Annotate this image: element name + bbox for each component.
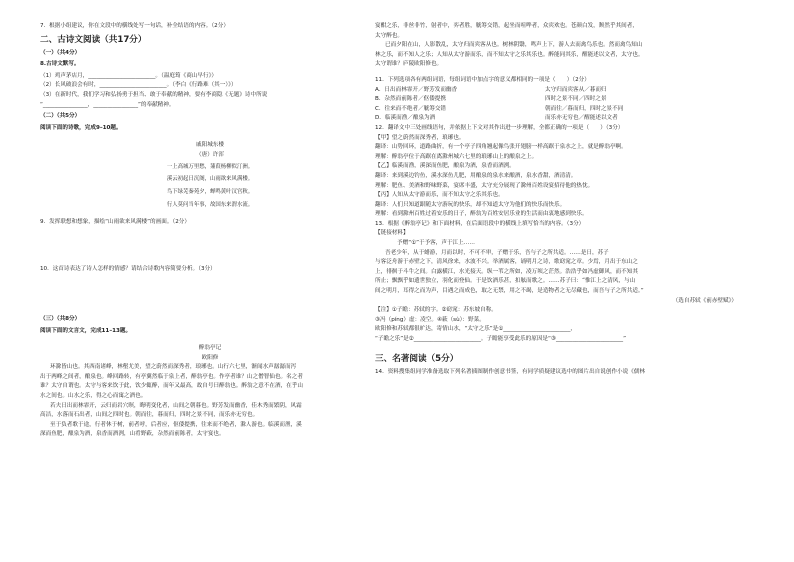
note: 【注】①子瞻：苏轼的字。②窈窕：苏东坡自称。 — [375, 307, 497, 314]
q12-line: 翻译：山势回环，道路曲折，有一个亭子四角翘起像鸟张开翅膀一样高踞于泉水之上，就是醉翁亭啊。 — [375, 144, 627, 151]
question-7: 7．根据小组建议，你在文段中的横线处写一句话，补全结语的内容。（2分） — [40, 23, 229, 29]
poem-author: （唐）许浑 — [196, 151, 224, 158]
essay-line: 环滁皆山也。其西南诸峰，林壑尤美，望之蔚然而深秀者，琅琊也。山行六七里，渐闻水声潺潺而泻 — [50, 364, 297, 371]
question-12-body — [375, 134, 737, 240]
essay-author: 欧阳修 — [201, 354, 219, 361]
essay-line: 深而鱼肥，酿泉为酒，泉香而酒洌，山肴野蔌，杂然而前陈者，太守宴也。 — [40, 431, 225, 438]
essay-line: 林之乐，而不知人之乐；人知从太守游而乐，而不知太守之乐其乐也。醉能同其乐，醒能述以文者，太守也。 — [375, 51, 644, 58]
question-8-3: （3）在新时代，我们学习和弘扬勇于担当、敢于奉献的精神，要有李商隐《无题》诗中所说 — [40, 91, 268, 98]
option-b: B．杂然而前陈者／伛偻提携 四时之景不同／四时之景 — [375, 96, 607, 103]
question-13-blank-2: “子瞻之乐”是②________________________。子瞻能享受此乐的原因是“③________________________” — [375, 336, 626, 342]
essay-line: 高洁，水落而石出者，山间之四时也。朝而往，暮而归，四时之景不同，而乐亦无穷也。 — [40, 412, 259, 419]
link-line: 上，徘徊于斗牛之间。白露横江，水光接天。纵一苇之所如，凌万顷之茫然。浩浩乎如冯虚御风，而不知其 — [375, 268, 638, 275]
question-13-blank-1: 欧阳修和苏轼都很旷达，寄情山水，“太守之乐”是①________________________， — [375, 326, 576, 333]
link-line: 所止；飘飘乎如遗世独立，羽化而登仙。于是饮酒乐甚，扣舷而歌之。……苏子曰：“惟江上之清风，与山 — [375, 278, 636, 285]
question-8-3-blank: “________________，________________”的奉献精神。 — [40, 101, 175, 108]
link-line: 与客泛舟游于赤壁之下，清风徐来，水波不兴。举酒属客，诵明月之诗，歌窈窕之章。少焉，月出于东山之 — [375, 259, 638, 266]
left-column — [40, 22, 380, 440]
q12-line: 理解：肥鱼、美酒和野味野菜，宴席丰盛，太守充分展现了滁州百姓设宴招待他的热忱。 — [375, 182, 594, 189]
question-9: 9．发挥联想和想象，描绘“山雨欲来风满楼”的画面。（2分） — [40, 218, 190, 225]
link-material-body — [375, 249, 737, 297]
link-source: （选自苏轼《前赤壁赋》） — [672, 297, 737, 304]
essay-line: 太守谓谁？庐陵欧阳修也。 — [375, 61, 443, 68]
poem-line: 鸟下绿芜秦苑夕，蝉鸣黄叶汉宫秋。 — [166, 189, 254, 196]
option-a: A．日出而林霏开／野芳发而幽香 太守归而宾客从／暮而归 — [375, 86, 607, 93]
part-2-header: （二）（共5分） — [40, 113, 81, 120]
question-10: 10．这首诗表达了诗人怎样的情感？请结合诗歌内容简要分析。（3分） — [40, 266, 216, 273]
note-2: ③冯（píng）虚：凌空。④蔌（sù）：野菜。 — [375, 316, 485, 323]
poem-line: 一上高城万里愁，蒹葭杨柳似汀洲。 — [166, 163, 254, 170]
essay-line: 太守醉也。 — [375, 32, 403, 39]
link-material-label: 【链接材料】 — [375, 230, 409, 237]
poem-body — [40, 161, 380, 212]
poem-line: 溪云初起日沉阁，山雨欲来风满楼。 — [166, 176, 254, 183]
essay-line: 若夫日出而林霏开，云归而岩穴暝，晦明变化者，山间之朝暮也。野芳发而幽香，佳木秀而繁阴，风霜 — [50, 402, 302, 409]
question-13: 13．根据《醉翁亭记》和下面材料，在后面语段中的横线上填写恰当的内容。（3分） — [375, 220, 585, 227]
essay-line: 谁？太守自谓也。太守与客来饮于此，饮少辄醉，而年又最高，故自号曰醉翁也。醉翁之意不在酒，在乎山 — [40, 383, 303, 390]
essay-line: 已而夕阳在山，人影散乱，太守归而宾客从也。树林阴翳，鸣声上下，游人去而禽鸟乐也。然而禽鸟知山 — [385, 42, 643, 49]
link-line: 间之明月，耳得之而为声，目遇之而成色，取之无禁，用之不竭，是造物者之无尽藏也，而吾与子之所共适。” — [375, 288, 644, 295]
essay-line: 水之间也。山水之乐，得之心而寓之酒也。 — [40, 393, 147, 400]
poem-title: 戚阳城东楼 — [196, 142, 224, 149]
question-8-2: （2）长风破浪会有时，________________________。（李白《行路难（其一）》） — [40, 82, 237, 89]
part-3-intro: 阅读下面的文言文，完成11–13题。 — [40, 327, 132, 334]
link-material-title: 予赠“①”于予客，声于江上…… — [397, 240, 475, 247]
question-11-options — [375, 86, 737, 124]
q12-line: 【乙】临溪而渔，溪深而鱼肥，酿泉为酒，泉香而酒洌。 — [375, 163, 515, 170]
essay-title: 醉翁亭记 — [198, 345, 222, 352]
q12-line: 【甲】望之蔚然而深秀者，琅琊也。 — [375, 134, 465, 141]
part-3-header: （三）（共8分） — [40, 315, 81, 322]
option-d: D．临溪而渔／酿泉为酒 而乐亦无穷也／醒能述以文者 — [375, 115, 618, 122]
q12-line: 【丙】人知从太守游而乐，而不知太守之乐其乐也。 — [375, 192, 504, 199]
poem-line: 行人莫问当年事，故国东来渭水流。 — [166, 201, 254, 208]
essay-line: 至于负者歌于途，行者休于树，前者呼，后者应，伛偻提携，往来而不绝者，滁人游也。临溪而渔，溪 — [50, 421, 302, 428]
essay-continuation — [375, 22, 737, 70]
q12-line: 理解：醉翁亭位于高踞在离滁州城六七里的琅琊山上的酿泉之上。 — [375, 153, 538, 160]
part-1-header: （一）（共4分） — [40, 49, 81, 56]
section-2-title: 二、古诗文阅读（共17分） — [40, 34, 147, 45]
right-column — [375, 22, 737, 377]
section-3-title: 三、名著阅读（5分） — [375, 353, 459, 364]
essay-line: 出于两峰之间者，酿泉也。峰回路转，有亭翼然临于泉上者，醉翁亭也。作亭者谁？山之僧智仙也。名之者 — [40, 373, 303, 380]
q12-line: 理解：看到滁州百姓过着安乐的日子，醉翁为百姓安居乐业的生活而由衷地感到快乐。 — [375, 211, 588, 218]
question-12: 12．翻译文中三处画线语句，并依据上下文对其作出进一步理解，全都正确的一项是（ ）（3分） — [375, 124, 624, 131]
q12-line: 翻译：来到溪边钓鱼，溪水深鱼儿肥，用酿泉的泉水来酿酒，泉水香甜，酒清清。 — [375, 172, 577, 179]
q12-line: 翻译：人们只知道跟随太守游玩的快乐，却不知道太守为他们的快乐而快乐。 — [375, 201, 566, 208]
question-14: 14．资料搜集组同学准备选取下列名著插图制作创意书签，有同学质疑建议选中的图片出自说创作小说《儒林 — [375, 368, 646, 375]
link-line: 吾老少年，从于蜡游，月而以时，不可不审，子赠于乐，吾与子之所共适。……是日，苏子 — [385, 249, 609, 256]
question-8: 8.古诗文默写。 — [40, 61, 80, 68]
essay-body — [40, 363, 380, 440]
question-11: 11．下列选项各有两组词语，每组词语中加点字的意义都相同的一项是（ ）（2分） — [375, 76, 590, 83]
essay-line: 宴酣之乐，非丝非竹，射者中，弈者胜，觥筹交错，起坐而喧哗者，众宾欢也。苍颜白发，颓然乎其间者， — [375, 23, 638, 29]
option-c: C．往来而不绝者／觥筹交错 朝而往／暮而归，四时之景不同 — [375, 105, 624, 112]
part-2-intro: 阅读下面的诗歌，完成9–10题。 — [40, 124, 122, 131]
question-8-1: （1）鸡声茅店月，________________________。（温庭筠《商山早行》） — [40, 72, 217, 79]
